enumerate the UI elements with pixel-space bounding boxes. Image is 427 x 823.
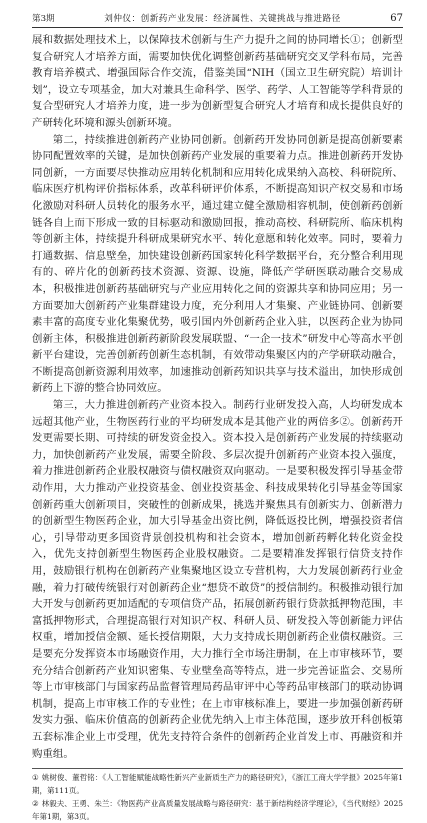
footnote-text: 姚树俊、董哲铭：《人工智能赋能战略性新兴产业新质生产力的路径研究》，《浙江工商大学学报》2025年第1期，第111页。 [32, 773, 403, 795]
issue-number: 第3期 [32, 14, 55, 24]
paragraph: 第三，大力推进创新药产业资本投入。制药行业研发投入高，人均研发成本远超其他产业，生物医药行业的平均研发成本是其他产业的两倍多②。创新药开发更需要长期、可持续的研发资金投入。资本投入是创新药产业发展的持续驱动力，加快创新药产业发展，需要全阶段、多层次提升创新药产业资本投入强度，着力推进创新药企业股权融资与债权融资双向驱动。一是要积极发挥引导基金带动作用，大力推动产业投资基金、创业投资基金、科技成果转化引导基金等国家创新药重大创新项目，突破性的创新成果，挑选并聚焦具有创新实力、创新潜力的创新型生物医药企业，加大引导基金出资比例，降低返投比例，增强投资者信心，引导带动更多国资背景创投机构和社会资本，增加创新药孵化转化资金投入，优先支持创新型生物医药企业股权融资。二是要精准发挥银行信贷支持作用，鼓励银行机构在创新药产业集聚地区设立专营机构，大力发展创新药行业金融，着力打破传统银行对创新药企业“想贷不敢贷”的授信制约。积极推动银行加大开发与创新药更加适配的专项信贷产品，拓展创新药银行贷款抵押物范围，丰富抵押物形式，合理提高银行对知识产权、科研人员、研发投入等创新能力评估权重，增加授信金额、延长授信期限，大力支持成长期创新药企业债权融资。三是要充分发挥资本市场融资作用，大力推行全市场注册制，在上市审核环节，要充分结合创新药产业知识密集、专业壁垒高等特点，进一步完善证监会、交易所等上市审核部门与国家药品监督管理局药品审评中心等药品审核部门的联动协调机制，提高上市审核工作的专业性；在上市审核标准上，要进一步加强创新药研发实力强、临床价值高的创新药企业优先纳入上市主体范围，逐步放开科创板第五套标准企业上市受理，优先支持符合条件的创新药企业首发上市、再融资和并购重组。 [32, 399, 403, 760]
body-text [32, 32, 403, 762]
running-title: 刘仲仪：创新药产业发展：经济属性、关键挑战与推进路径 [104, 14, 341, 24]
footnote [32, 772, 403, 797]
footnote-text: 林毅夫、王勇、朱兰：《物医药产业高质量发展战略与路径研究：基于新结构经济学理论》，《当代财经》2025年第1期，第3页。 [32, 799, 403, 821]
footnotes [32, 768, 403, 823]
footnote-mark: ① [32, 773, 39, 783]
footnote [32, 798, 403, 823]
page-number: 67 [390, 13, 403, 24]
running-header [32, 0, 403, 28]
footnote-mark: ② [32, 799, 39, 809]
paragraph: 展和数据处理技术上，以保障技术创新与生产力提升之间的协同增长①；创新型复合研究人才培养方面，需要加快优化调整创新药基础研究交叉学科布局，完善教育培养模式、增强国际合作交流，借鉴美国“NIH（国立卫生研究院）培训计划”，设立专项基金，加大对兼具生命科学、医学、药学、人工智能等学科背景的复合型研究人才培养力度，进一步为创新型复合研究人才培育和成长提供良好的产研转化环境和源头创新环境。 [32, 34, 403, 129]
paragraph: 第二，持续推进创新药产业协同创新。创新药开发协同创新是提高创新要素协同配置效率的关键，是加快创新药产业发展的重要着力点。推进创新药开发协同创新，一方面要尽快推动应用转化机制和应用转化成果纳入高校、科研院所、临床医疗机构评价指标体系，改革科研评价体系，不断提高知识产权交易和市场化激励对科研人员转化的服务水平，通过建立健全激励相容机制，使创新药创新链各自上而下形成一致的目标驱动和激励回报，推动高校、科研院所、临床机构等创新主体，持续提升科研成果研究水平、转化意愿和转化效率。同时，要着力打通数据、信息壁垒，加快建设创新药国家转化科学数据平台，充分整合利用现有的、碎片化的创新药技术资源、资源、设施，降低产学研医联动融合交易成本，积极推进创新药基础研究与产业应用转化之间的资源共享和协同应用；另一方面要加大创新药产业集群建设力度，充分利用人才集聚、产业链协同、创新要素丰富的高度专业化集聚优势，吸引国内外创新药企业入驻，以医药企业为协同创新主体，积极推进创新药新阶段发展联盟、“一企一技术”研发中心等高水平创新平台建设，完善创新药创新生态机制，有效带动集聚区内的产学研联动融合，不断提高创新资源利用效率，加速推动创新药知识共享与技术溢出，加快形成创新药上下游的整合协同效应。 [32, 133, 403, 395]
